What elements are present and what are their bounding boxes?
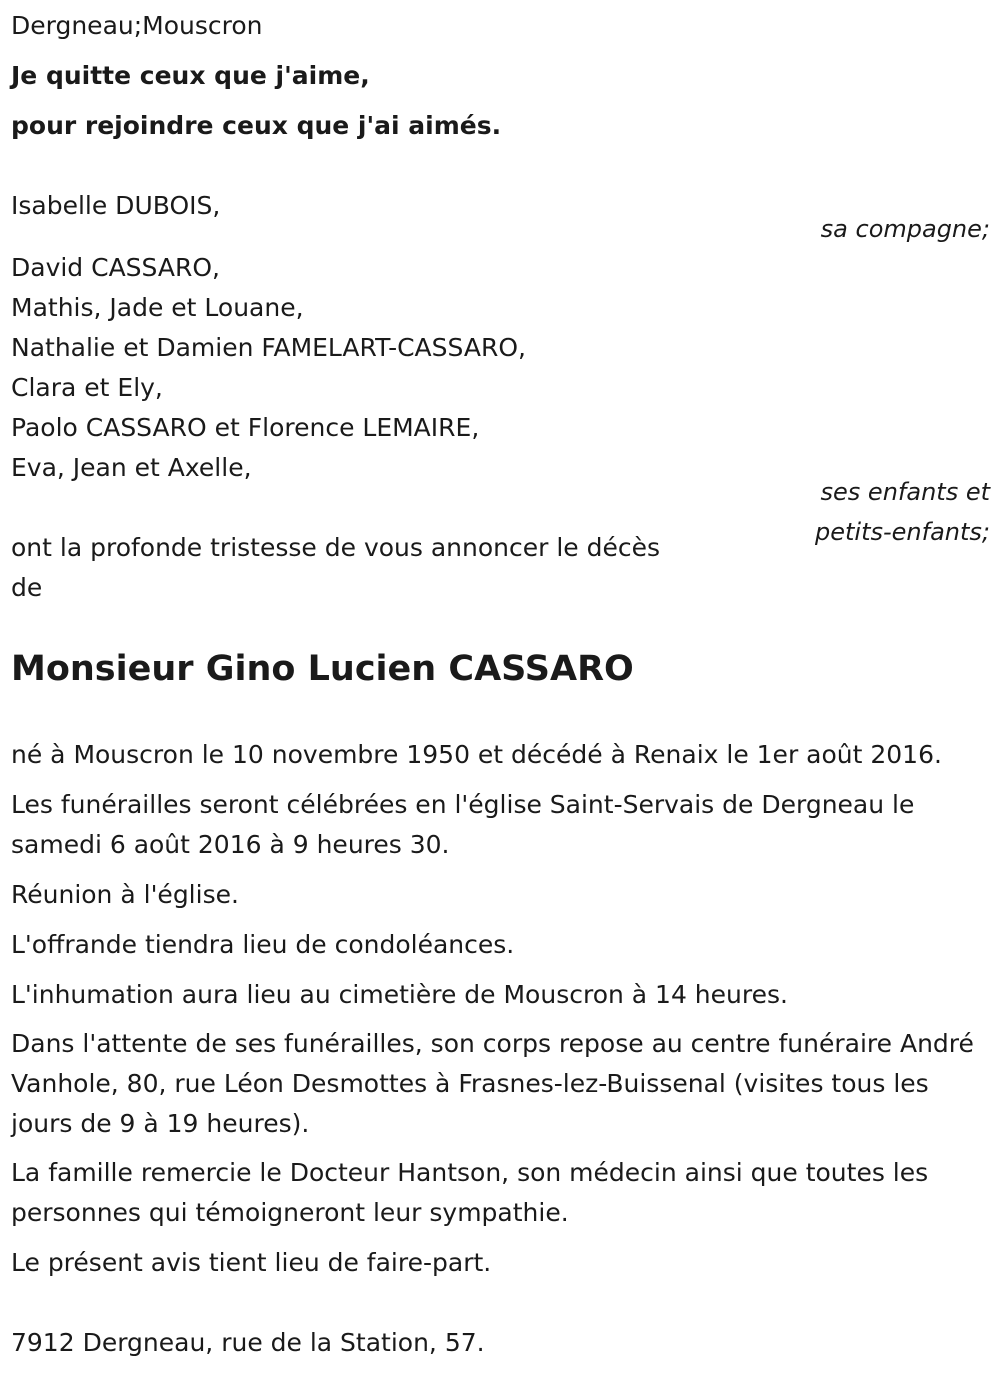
meeting-info: Réunion à l'église. xyxy=(11,880,239,909)
quote-line-1: Je quitte ceux que j'aime, xyxy=(11,61,370,90)
companion-name: Isabelle DUBOIS, xyxy=(11,191,221,220)
resting-info: Dans l'attente de ses funérailles, son corps repose au centre funéraire André Vanhole, 80, rue Léon Desmottes à Frasnes-lez-Buissenal (visites tous les jours de 9 à 19 heures). xyxy=(11,1029,974,1138)
notice-info: Le présent avis tient lieu de faire-part. xyxy=(11,1248,492,1277)
members-role-line-2: petits-enfants; xyxy=(815,518,990,546)
deceased-name: Monsieur Gino Lucien CASSARO xyxy=(11,649,634,689)
family-member: Eva, Jean et Axelle, xyxy=(11,453,252,482)
family-member: Paolo CASSARO et Florence LEMAIRE, xyxy=(11,413,480,442)
quote-line-2: pour rejoindre ceux que j'ai aimés. xyxy=(11,111,502,140)
announcement-line-1: ont la profonde tristesse de vous annoncer le décès xyxy=(11,533,661,562)
family-member: Clara et Ely, xyxy=(11,373,163,402)
funeral-info: Les funérailles seront célébrées en l'église Saint-Servais de Dergneau le samedi 6 août 2016 à 9 heures 30. xyxy=(11,790,915,859)
offering-info: L'offrande tiendra lieu de condoléances. xyxy=(11,930,515,959)
members-role-line-1: ses enfants et xyxy=(820,478,990,506)
burial-info: L'inhumation aura lieu au cimetière de Mouscron à 14 heures. xyxy=(11,980,788,1009)
announcement-line-2: de xyxy=(11,573,43,602)
location-header: Dergneau;Mouscron xyxy=(11,11,263,40)
address: 7912 Dergneau, rue de la Station, 57. xyxy=(11,1328,485,1357)
family-member: Nathalie et Damien FAMELART-CASSARO, xyxy=(11,333,526,362)
companion-role: sa compagne; xyxy=(820,215,990,243)
family-member: David CASSARO, xyxy=(11,253,220,282)
birth-death-info: né à Mouscron le 10 novembre 1950 et décédé à Renaix le 1er août 2016. xyxy=(11,740,942,769)
thanks-info: La famille remercie le Docteur Hantson, son médecin ainsi que toutes les personnes qui témoigneront leur sympathie. xyxy=(11,1158,929,1227)
family-member: Mathis, Jade et Louane, xyxy=(11,293,304,322)
